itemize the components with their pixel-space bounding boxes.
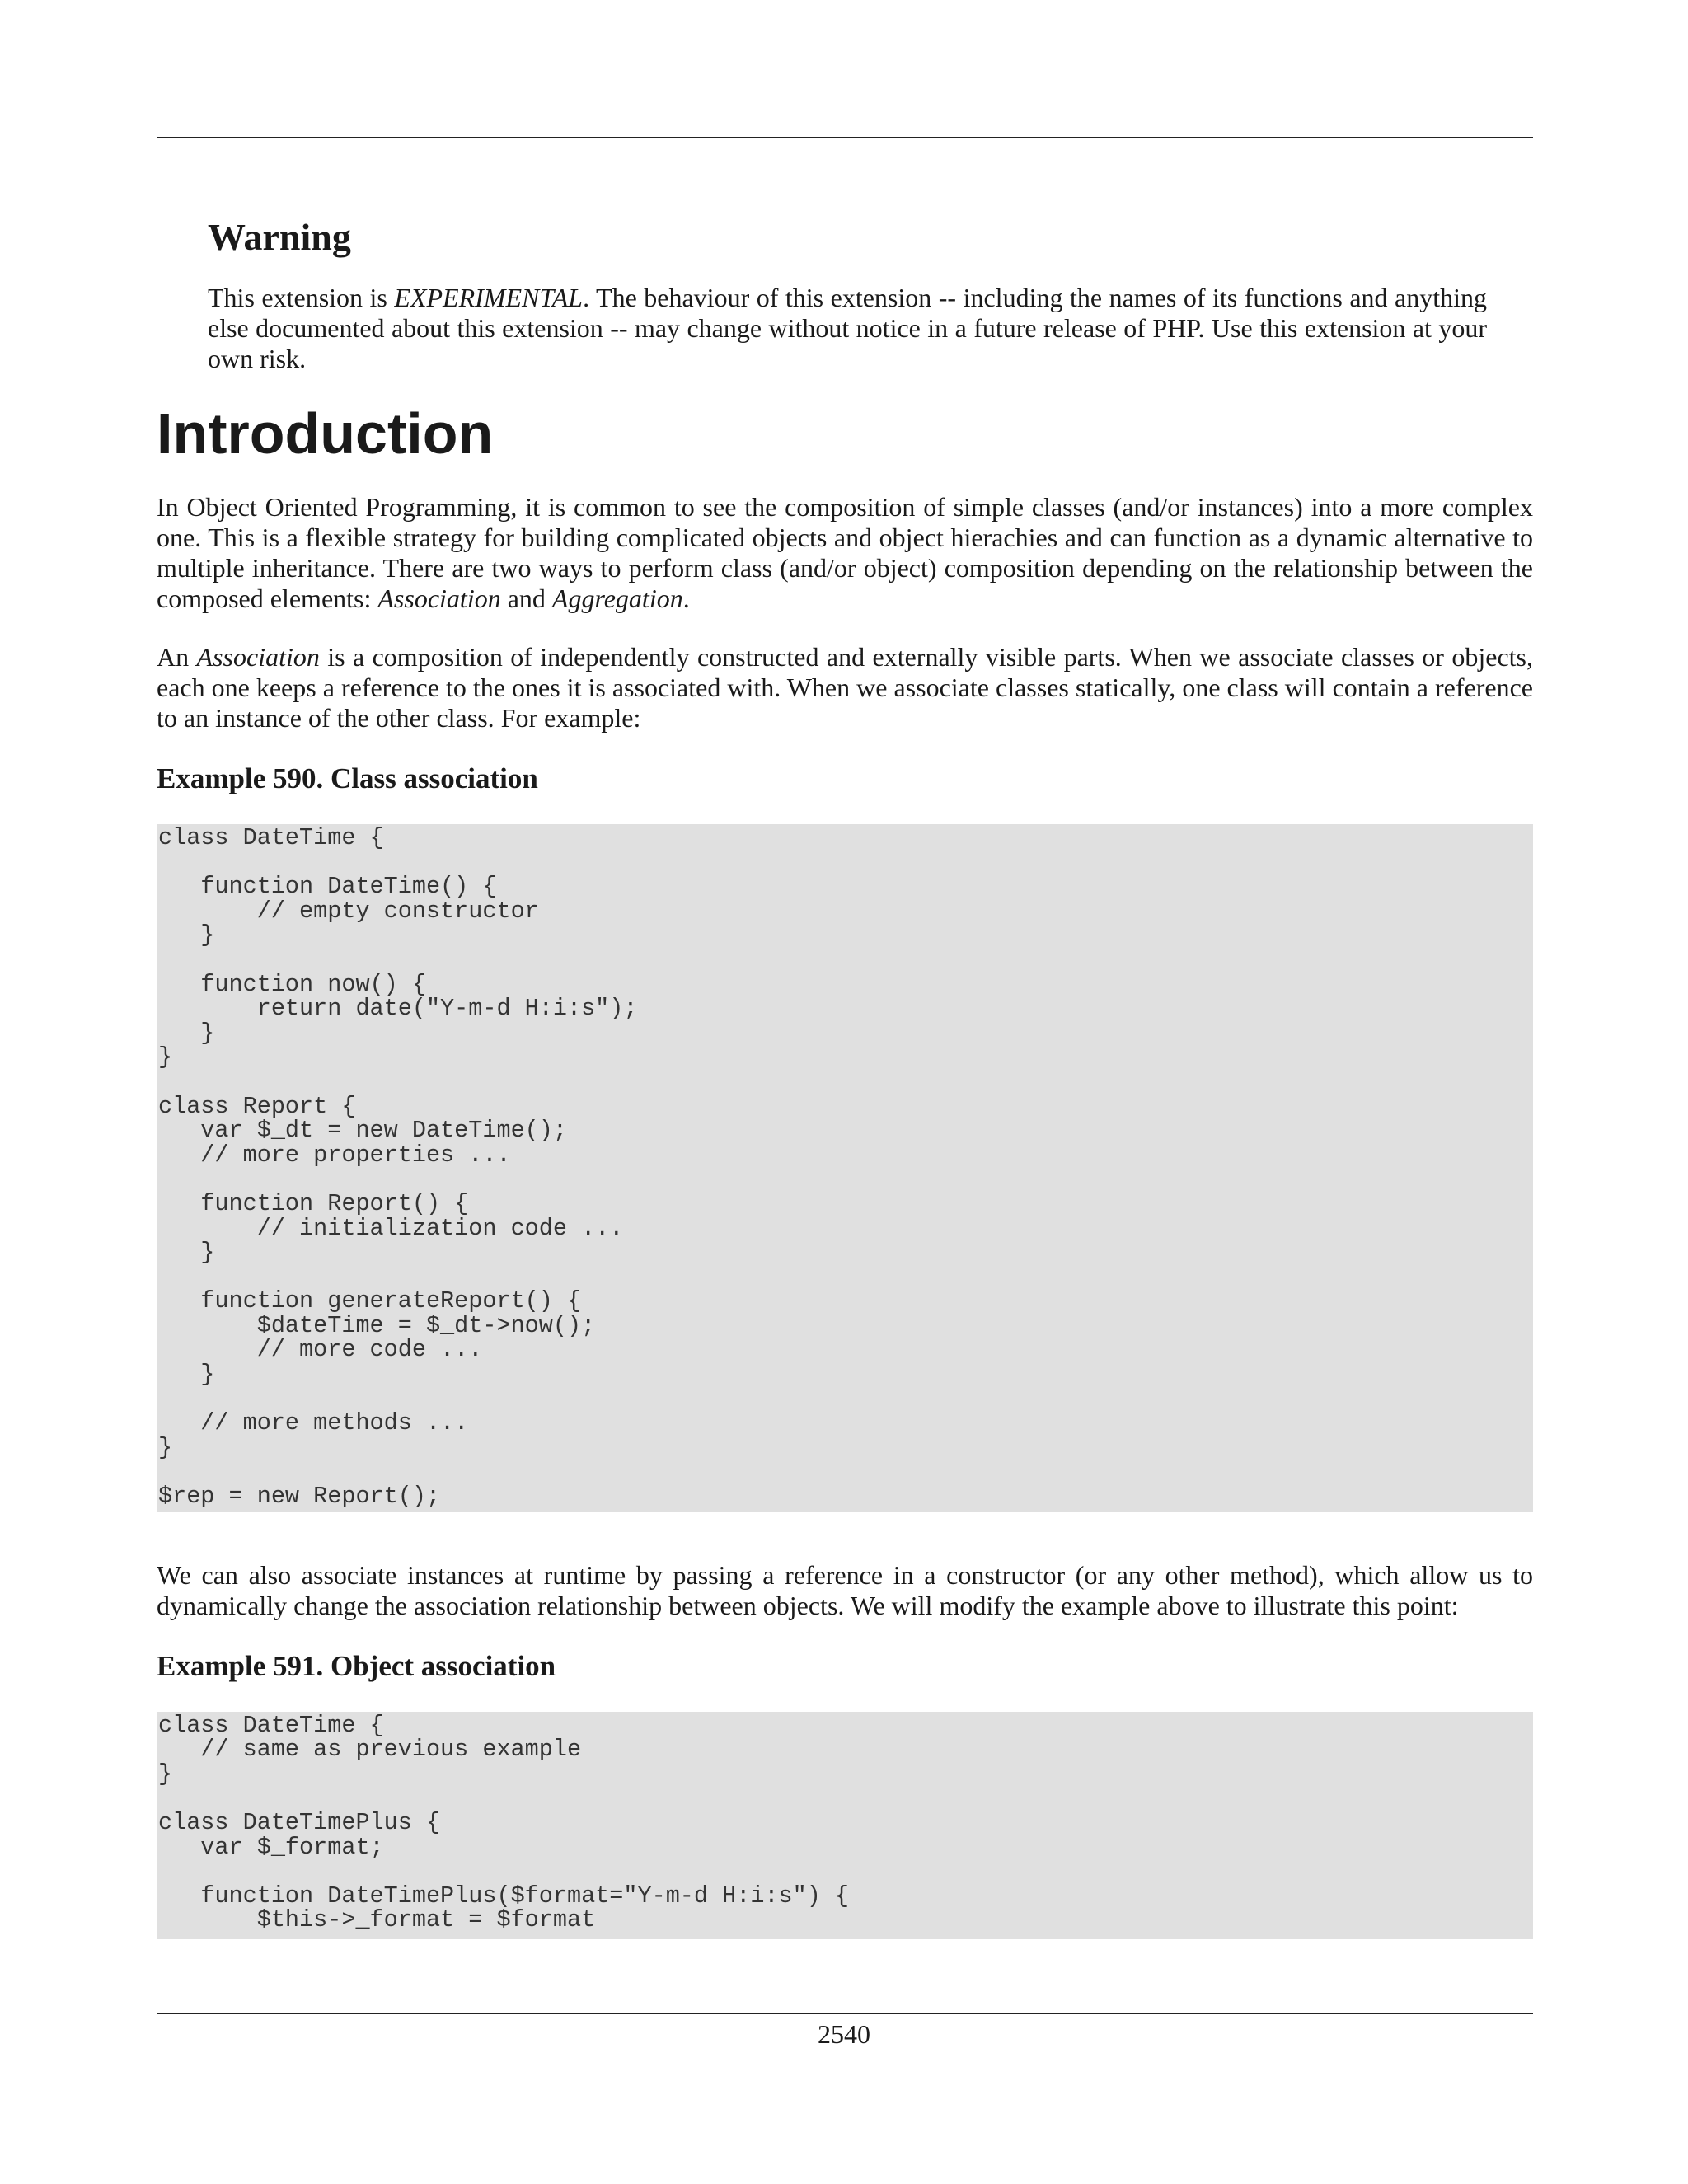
header-rule — [157, 137, 1533, 138]
page-number: 2540 — [818, 2019, 870, 2049]
warning-title: Warning — [208, 216, 351, 258]
warning-box — [208, 214, 1487, 374]
example-590-code: class DateTime { function DateTime() { // empty constructor } function now() { return date("Y-m-d H:i:s"); } } class Report { var $_dt = new DateTime(); // more properties ... function Report() { // initialization code ... } function generateReport() { $dateTime = $_dt->now(); // more code ... } // more methods ... } $rep = new Report(); — [157, 824, 1533, 1512]
warning-text: This extension is EXPERIMENTAL. The behaviour of this extension -- including the names of its functions and anything else documented about this extension -- may change without notice in a future release of PHP. Use this extension at your own risk. — [208, 283, 1488, 374]
section-title: Introduction — [157, 401, 494, 466]
example-591-code: class DateTime { // same as previous example } class DateTimePlus { var $_format; function DateTimePlus($format="Y-m-d H:i:s") { $this->_format = $format — [157, 1712, 1533, 1939]
footer-rule — [157, 2013, 1533, 2014]
intro-paragraph-3: We can also associate instances at runtime by passing a reference in a constructor (or any other method), which allow us to dynamically change the association relationship between objects. We will modify the example above to illustrate this point: — [157, 1559, 1533, 1620]
main-content — [157, 402, 1533, 1939]
intro-paragraph-1: In Object Oriented Programming, it is common to see the composition of simple classes (and/or instances) into a more complex one. This is a flexible strategy for building complicated objects and object hierachies and can function as a dynamic alternative to multiple inheritance. There are two ways to perform class (and/or object) composition depending on the relationship between the composed elements: Association and Aggregation. — [157, 492, 1533, 613]
intro-paragraph-2: An Association is a composition of independently constructed and externally visible parts. When we associate classes or objects, each one keeps a reference to the ones it is associated with. When we associate classes statically, one class will contain a reference to an instance of the other class. For example: — [157, 642, 1534, 733]
example-590-title: Example 590. Class association — [157, 762, 538, 794]
example-591-title: Example 591. Object association — [157, 1649, 556, 1682]
experimental-emphasis: EXPERIMENTAL — [394, 283, 584, 313]
